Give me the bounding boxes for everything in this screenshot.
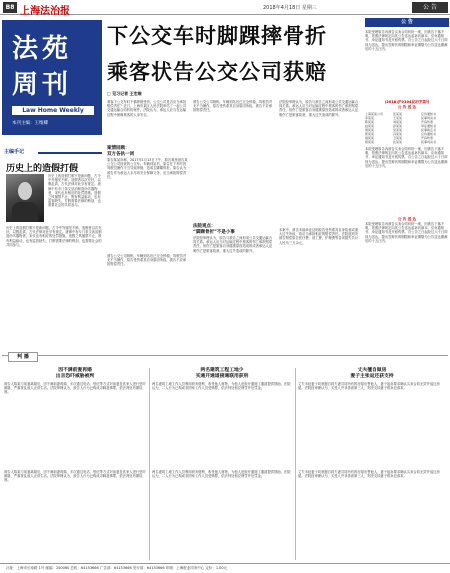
notice-table	[365, 112, 449, 144]
case3-title-line1: 丈夫擅自做房	[357, 368, 387, 373]
portrait-photo	[6, 174, 44, 222]
page-footer: 社址：上海市长寿路 1号 邮编：200060 总机：64153666 广告部：64153666 发行部：64153666 印刷：上海报业印务中心 定价：1.00元	[0, 563, 450, 573]
subhead-1: 案情回顾：	[107, 146, 130, 151]
notice-body: 本院受理原告诉被告买卖合同纠纷一案，因被告下落不明，依照法律规定向其公告送达起诉状副本、应诉通知书、举证通知书及开庭传票。自公告之日起经过六十日即视为送达。提出答辩状的期限和举证期限为公告送达期满后的十五日内。	[365, 147, 448, 168]
case-article-1	[4, 368, 146, 560]
article-body-3b: 法院经审理认为，原告与被告之间形成公共交通运输合同关系。承运人应当对运输过程中旅客的伤亡承担赔偿责任，但伤亡是旅客自身健康原因造成的或者承运人证明伤亡是旅客故意、重大过失造成的除外。	[279, 100, 359, 117]
case3-title-line2: 妻子主张返还获支持	[350, 374, 394, 379]
masthead-section: 公 告	[412, 2, 448, 13]
notice-body-top: 本院受理原告诉被告买卖合同纠纷一案，因被告下落不明，依照法律规定向其公告送达起诉状副本、应诉通知书、举证通知书及开庭传票。自公告之日起经过六十日即视为送达。提出答辩状的期限和举证期限为公告送达期满后的十五日内。	[365, 30, 448, 51]
notice-table-cell: 民事判决书	[421, 116, 437, 120]
sidebar-body-top: 历史上的造假打假不是新问题，古今中外屡见不鲜。造假者以次充好，以假乱真，古代法律对此早有规定。唐律中有专门条文惩治制造伪劣器物者，宋代也有相应的处罚措施。造假之风屡禁不止，既有利益驱动，也有监管缺失。打假需要法律的利剑，也需要社会的共同参与。	[48, 174, 101, 208]
notice-table-cell: 吴某某	[393, 128, 403, 132]
case-article-3	[298, 368, 446, 560]
notice-body-2: 本院受理原告诉被告买卖合同纠纷一案，因被告下落不明，依照法律规定向其公告送达起诉状副本、应诉通知书、举证通知书及开庭传票。自公告之日起经过六十日即视为送达。提出答辩状的期限和举证期限为公告送达期满后的十五日内。	[365, 222, 448, 243]
sidebar-header	[4, 148, 102, 158]
brand-title-line1: 法苑	[12, 34, 73, 64]
notice-table-cell: 冯某某	[393, 132, 403, 136]
notice-table-cell: 赵某某	[365, 124, 375, 128]
weekly-brand	[2, 20, 102, 135]
notice-table-cell: 褚某某	[365, 136, 375, 140]
notice-table-cell: 郑某某	[365, 132, 375, 136]
case1-body: 被告人陈某与前妻离婚后，因不满前妻再婚，多次通过电话、短信等方式对前妻及其家人进行恐吓威胁，严重扰乱他人正常生活。法院审理认为，被告人行为已构成寻衅滋事罪，依法判处有期徒刑。	[4, 382, 146, 395]
case1-title-line1: 因不满前妻再婚	[58, 368, 92, 373]
main-headline	[107, 18, 405, 88]
notice-table-cell: 刘某某	[393, 120, 403, 124]
notice-table-cell: 孙某某	[393, 124, 403, 128]
notice-table-row	[365, 140, 449, 144]
notice-table-cell: 王某某	[393, 116, 403, 120]
case3-body-b: 丈夫未经妻子同意擅自将夫妻共同所有的房屋出售他人，妻子起诉要求确认买卖合同无效并返还房屋。法院经审理认为，买受人并非善意第三人，判决支持妻子的诉讼请求。	[298, 470, 440, 479]
article-intro: 乘客下公交车时不慎摔倒受伤，公交公司是否应当承担赔偿责任？近日，上海市某区人民法院审结了一起公共交通运输合同纠纷案件。法院认为，承运人应当在运输过程中保障旅客的人身安全。	[107, 100, 187, 117]
notice-table-cell: 陈某某	[365, 120, 375, 124]
case2-body: 两名建筑工地工作人员利用职务便利，收受他人财物，为他人违规开通施工通道提供帮助。法院认为，二人行为已构成非国家工作人员受贿罪，依法判处相应刑罚并处罚金。	[152, 382, 291, 391]
subhead-2: 法院观点：	[193, 224, 216, 229]
sidebar-label: 主编手记	[4, 149, 25, 155]
subhead-1-title: 双方各执一词	[107, 152, 134, 157]
article-column-1	[107, 100, 189, 350]
brand-editor: 本刊主编：王维卿	[12, 121, 48, 126]
section-divider	[2, 355, 448, 363]
notice-table-cell: 民事裁定书	[421, 128, 437, 132]
column-rule-1	[149, 368, 150, 560]
notice-header: 公 告	[365, 18, 449, 27]
subhead-2-title: “脚踝骨折”不是小事	[193, 230, 235, 235]
notice-case-number: (2018)沪0104民初字第号	[384, 100, 430, 104]
case3-body: 丈夫未经妻子同意擅自将夫妻共同所有的房屋出售他人，妻子起诉要求确认买卖合同无效并返还房屋。法院经审理认为，买受人并非善意第三人，判决支持妻子的诉讼请求。	[298, 382, 440, 391]
headline-line1: 下公交车时脚踝摔骨折	[107, 23, 327, 48]
notice-table-cell: 卫某某	[393, 136, 403, 140]
notice-table-cell: 张某某	[393, 112, 403, 116]
notice-title-2: 公 告 送 达	[397, 217, 417, 221]
masthead	[0, 0, 450, 15]
case-article-2	[152, 368, 292, 560]
article-body-4: 本案中，被告未能举证证明原告受伤系其自身故意或重大过失所致，故应当承担相应的赔偿责任。法院遂判决被告赔偿原告医疗费、误工费、护理费等各项损失共计人民币三万余元。	[279, 228, 359, 245]
notice-table-cell: 民事判决书	[421, 140, 437, 144]
notice-table-cell: 周某某	[365, 128, 375, 132]
masthead-date: 2018年4月18日 星期三	[263, 5, 317, 11]
article-body-1: 原告陈某诉称，2017年1月13日下午，原告乘坐被告某公交公司经营的公交车。车辆到站后，原告在下车时因驾驶员操作不当导致摔倒，造成右脚踝骨折。原告认为被告作为承运人未尽到安全保障义务，应当承担赔偿责任。	[107, 158, 188, 179]
headline-line2: 乘客状告公交公司获赔	[107, 59, 327, 84]
masthead-name: 上海法治报	[20, 6, 70, 17]
case2-body-b: 两名建筑工地工作人员利用职务便利，收受他人财物，为他人违规开通施工通道提供帮助。法院认为，二人行为已构成非国家工作人员受贿罪，依法判处相应刑罚并处罚金。	[152, 470, 291, 479]
notice-table-cell: 开庭传票	[421, 120, 434, 124]
portrait-body	[12, 202, 38, 222]
article-body-3: 法院经审理认为，原告与被告之间形成公共交通运输合同关系。承运人应当对运输过程中旅客的伤亡承担赔偿责任，但伤亡是旅客自身健康原因造成的或者承运人证明伤亡是旅客故意、重大过失造成的除外。	[193, 236, 273, 253]
article-column-2	[193, 100, 275, 350]
portrait-face	[18, 182, 32, 200]
byline: □ 见习记者 王宏维	[107, 91, 142, 96]
brand-english: Law Home Weekly	[12, 106, 94, 115]
masthead-logo: B8	[3, 2, 17, 13]
notice-table-cell: 上海某某公司	[365, 112, 384, 116]
case2-title-line2: 买通开通道接通联用获刑	[195, 374, 249, 379]
section-label: 判 播	[8, 352, 38, 362]
notice-column	[365, 30, 449, 352]
sidebar-body: 历史上的造假打假不是新问题，古今中外屡见不鲜。造假者以次充好，以假乱真，古代法律对此早有规定。唐律中有专门条文惩治制造伪劣器物者，宋代也有相应的处罚措施。造假之风屡禁不止，既有利益驱动，也有监管缺失。打假需要法律的利剑，也需要社会的共同参与。	[6, 226, 102, 247]
case2-title-line1: 两名建筑工程工地少	[200, 368, 244, 373]
article-body-2: 被告公交公司辩称，车辆到站后已完全停稳，驾驶员并无不当操作，原告受伤系其自身原因所致，被告不应承担赔偿责任。	[107, 254, 187, 267]
article-column-3	[279, 100, 361, 350]
notice-table-cell: 举证通知书	[421, 124, 437, 128]
column-rule-2	[295, 368, 296, 560]
article-body-2b: 被告公交公司辩称，车辆到站后已完全停稳，驾驶员并无不当操作，原告受伤系其自身原因所致，被告不应承担赔偿责任。	[193, 100, 273, 113]
notice-table-cell: 沈某某	[393, 140, 403, 144]
sidebar-rule	[38, 152, 102, 154]
notice-table-cell: 应诉通知书	[421, 132, 437, 136]
sidebar-title: 历史上的造假打假	[6, 164, 79, 174]
case1-title-line2: 出言恐吓威胁被判	[55, 374, 95, 379]
case1-body-b: 被告人陈某与前妻离婚后，因不满前妻再婚，多次通过电话、短信等方式对前妻及其家人进行恐吓威胁，严重扰乱他人正常生活。法院审理认为，被告人行为已构成寻衅滋事罪，依法判处有期徒刑。	[4, 470, 146, 483]
brand-title-line2: 周刊	[12, 70, 73, 100]
notice-table-cell: 应诉通知书	[421, 112, 437, 116]
notice-table-cell: 开庭传票	[421, 136, 434, 140]
notice-title: 公 告 送 达	[397, 105, 417, 109]
notice-table-cell: 李某某	[365, 116, 375, 120]
notice-table-cell: 蒋某某	[365, 140, 375, 144]
